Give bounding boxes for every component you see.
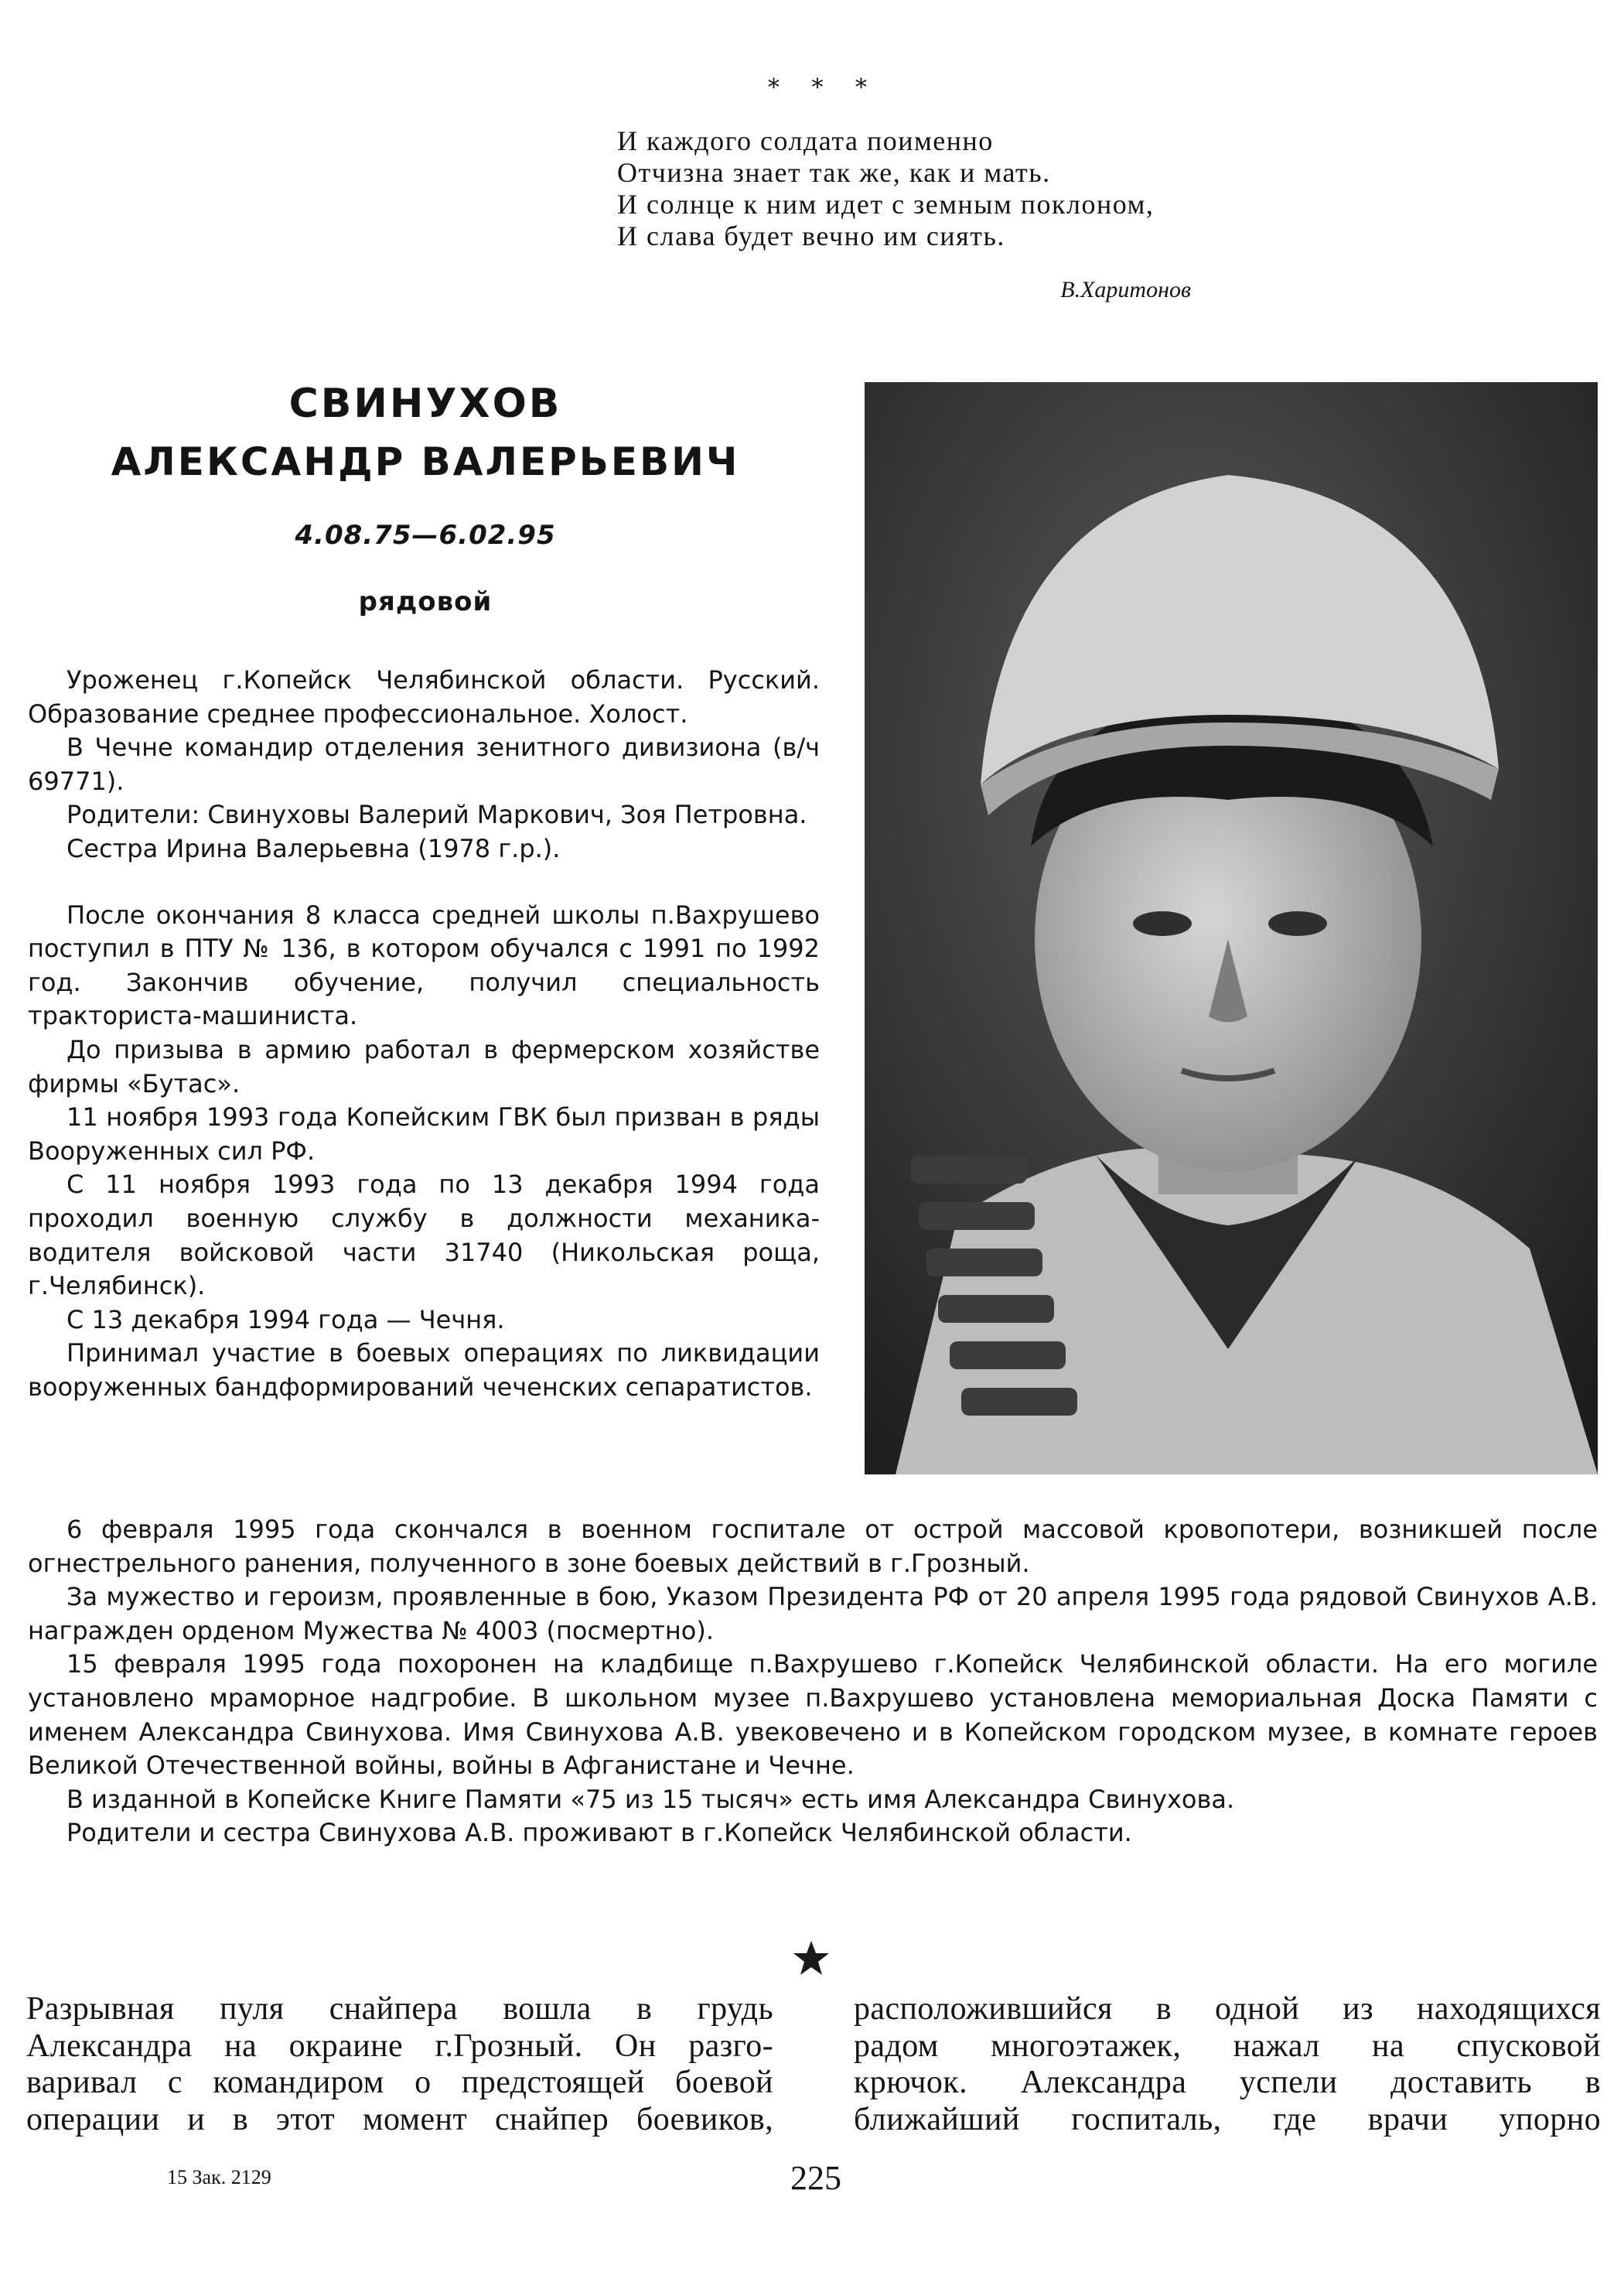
print-signature: 15 Зак. 2129 [167,2166,271,2188]
portrait-photo [865,382,1598,1474]
poem-line: И солнце к ним идет с земным поклоном, [617,189,1155,220]
bio-paragraph: Принимал участие в боевых операциях по ликвидации вооруженных бандформирований чеченских сепаратистов. [28,1338,820,1402]
bio-paragraph: С 13 декабря 1994 года — Чечня. [67,1304,505,1334]
biography-full-width [28,1513,1598,1850]
bio-paragraph: 15 февраля 1995 года похоронен на кладбище п.Вахрушево г.Копейск Челябинской области. На его могиле установлено мраморное надгробие. В школьном музее п.Вахрушево установлена мемориальная Доска Памяти с именем Александра Свинухова. Имя Свинухова А.В. увековечено и в Копейском городском музее, в комнате героев Великой Отечественной войны, войны в Афганистане и Чечне. [28,1649,1598,1781]
story-line: ближайший госпиталь, где врачи упорно [854,2101,1601,2137]
paragraph-gap [28,866,820,899]
life-dates: 4.08.75—6.02.95 [295,520,556,551]
bio-paragraph: 11 ноября 1993 года Копейским ГВК был призван в ряды Вооруженных сил РФ. [28,1102,820,1166]
story-line: варивал с командиром о предстоящей боевой [26,2065,773,2100]
bio-paragraph: Родители: Свинуховы Валерий Маркович, Зоя Петровна. [67,800,807,830]
person-given-names: АЛЕКСАНДР ВАЛЕРЬЕВИЧ [111,439,740,484]
page-number: 225 [790,2159,841,2197]
story-line: Александра на окраине г.Грозный. Он разго- [26,2027,773,2064]
poem-line: Отчизна знает так же, как и мать. [617,157,1051,188]
bio-paragraph: За мужество и героизм, проявленные в бою, Указом Президента РФ от 20 апреля 1995 года рядовой Свинухов А.В. награжден орденом Мужества № 4003 (посмертно). [28,1582,1598,1645]
story-right-column [854,1991,1601,2138]
bio-paragraph: 6 февраля 1995 года скончался в военном госпитале от острой массовой кровопотери, возникшей после огнестрельного ранения, полученного в зоне боевых действий в г.Грозный. [28,1515,1598,1578]
epigraph-poem [617,125,1313,252]
military-rank: рядовой [358,586,493,617]
bio-paragraph: После окончания 8 класса средней школы п.Вахрушево поступил в ПТУ № 136, в котором обучался с 1991 по 1992 год. Закончив обучение, получил специальность тракториста-машиниста. [28,900,820,1031]
story-line: операции и в этот момент снайпер боевиков, [26,2101,773,2137]
epigraph-stars: * * * [767,74,880,101]
star-icon [792,1939,831,1977]
bio-paragraph: В изданной в Копейске Книге Памяти «75 из 15 тысяч» есть имя Александра Свинухова. [67,1784,1235,1814]
biography-left-column [28,664,820,1404]
bio-paragraph: Уроженец г.Копейск Челябинской области. Русский. Образование среднее профессиональное. Холост. [28,665,820,729]
story-line: расположившийся в одной из находящихся [854,1991,1601,2027]
bio-paragraph: В Чечне командир отделения зенитного дивизиона (в/ч 69771). [28,733,820,796]
story-line: радом многоэтажек, нажал на спусковой [854,2027,1601,2064]
story-left-column [26,1991,773,2138]
person-surname: СВИНУХОВ [288,381,562,427]
poem-line: И слава будет вечно им сиять. [617,220,1005,251]
poem-line: И каждого солдата поименно [617,125,994,156]
bio-paragraph: Сестра Ирина Валерьевна (1978 г.р.). [67,833,561,863]
bio-paragraph: Родители и сестра Свинухова А.В. проживают в г.Копейск Челябинской области. [67,1818,1132,1848]
portrait-image [865,382,1598,1474]
story-line: Разрывная пуля снайпера вошла в грудь [26,1991,773,2027]
epigraph-author: В.Харитонов [1060,277,1191,302]
story-line: крючок. Александра успели доставить в [854,2065,1601,2100]
bio-paragraph: До призыва в армию работал в фермерском хозяйстве фирмы «Бутас». [28,1034,820,1098]
bio-paragraph: С 11 ноября 1993 года по 13 декабря 1994 года проходил военную службу в должности механика-водителя войсковой части 31740 (Никольская роща, г.Челябинск). [28,1170,820,1301]
